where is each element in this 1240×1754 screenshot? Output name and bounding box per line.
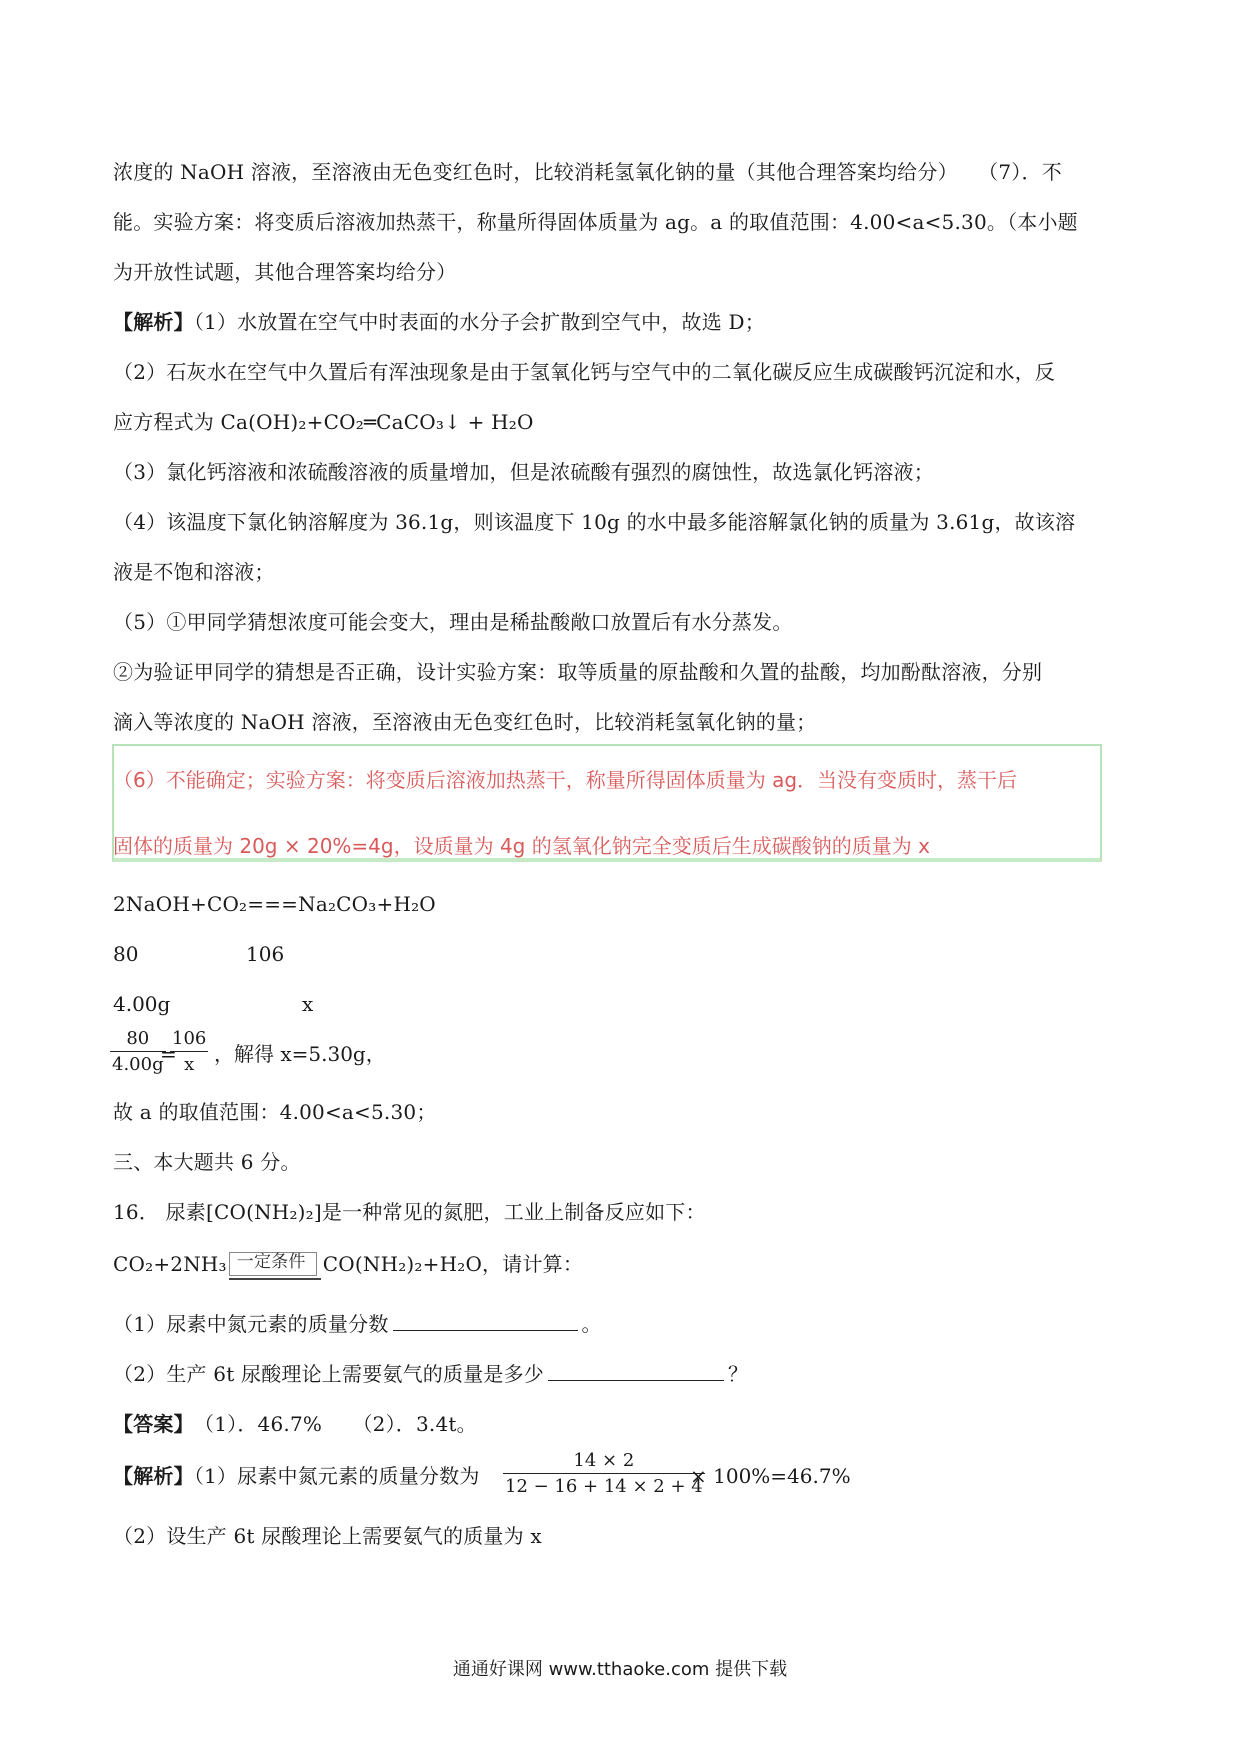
- analysis-5-line-1: （5）①甲同学猜想浓度可能会变大，理由是稀盐酸敞口放置后有水分蒸发。: [113, 610, 793, 634]
- paragraph-1-line-1: 浓度的 NaOH 溶液，至溶液由无色变红色时，比较消耗氢氧化钠的量（其他合理答案均给分） （7）．不: [113, 160, 1062, 184]
- part-2-end: ？: [728, 1362, 749, 1386]
- analysis-1-text: （1）水放置在空气中时表面的水分子会扩散到空气中，故选 D；: [193, 310, 765, 334]
- range-text: 故 a 的取值范围：4.00<a<5.30；: [113, 1100, 437, 1124]
- analysis-4-line-2: 液是不饱和溶液；: [113, 560, 275, 584]
- page-footer: 通通好课网 www.tthaoke.com 提供下载: [452, 1659, 788, 1680]
- red-annotation-line-1: （6）不能确定；实验方案：将变质后溶液加热蒸干，称量所得固体质量为 ag．当没有变质时，蒸干后: [113, 768, 1018, 792]
- analysis-2-line-2: 应方程式为 Ca(OH)₂+CO₂═CaCO₃↓ + H₂O: [113, 410, 534, 434]
- fraction-1-denominator: 4.00g: [112, 1054, 164, 1075]
- part-2-answer-blank[interactable]: [548, 1360, 724, 1381]
- fraction-3: [503, 1450, 705, 1498]
- answer-label: 【答案】: [113, 1412, 184, 1436]
- equals-line: [229, 1278, 321, 1280]
- fraction-3-after: × 100%=46.7%: [690, 1464, 851, 1488]
- analysis-5-line-3: 滴入等浓度的 NaOH 溶液，至溶液由无色变红色时，比较消耗氢氧化钠的量；: [113, 710, 817, 734]
- fraction-2-bar: [170, 1051, 208, 1052]
- part-1-text: （1）尿素中氮元素的质量分数: [113, 1312, 389, 1336]
- question-16-part-1: [113, 1310, 602, 1338]
- fraction-2: [170, 1028, 208, 1076]
- answer-text: （1）．46.7% （2）．3.4t。: [204, 1412, 477, 1436]
- fraction-2-numerator: 106: [172, 1028, 207, 1049]
- fraction-2-denominator: x: [184, 1054, 195, 1075]
- analysis-q16-line: [113, 1462, 480, 1490]
- analysis-5-line-2: ②为验证甲同学的猜想是否正确，设计实验方案：取等质量的原盐酸和久置的盐酸，均加酚酞溶液，分别: [113, 660, 1043, 684]
- analysis-3: （3）氯化钙溶液和浓硫酸溶液的质量增加，但是浓硫酸有强烈的腐蚀性，故选氯化钙溶液；: [113, 460, 934, 484]
- question-16-reaction: [113, 1250, 583, 1280]
- condition-text: 一定条件: [236, 1251, 306, 1272]
- paragraph-1-line-3: 为开放性试题，其他合理答案均给分）: [113, 260, 457, 284]
- part-1-end: 。: [581, 1312, 602, 1336]
- section-3-heading: 三、本大题共 6 分。: [113, 1150, 301, 1174]
- analysis-2-line-1: （2）石灰水在空气中久置后有浑浊现象是由于氢氧化钙与空气中的二氧化碳反应生成碳酸钙沉淀和水，反: [113, 360, 1056, 384]
- part-1-answer-blank[interactable]: [393, 1310, 578, 1331]
- fraction-1-bar: [110, 1051, 166, 1052]
- fraction-3-numerator: 14 × 2: [573, 1450, 635, 1471]
- analysis-q16-part-2: （2）设生产 6t 尿酸理论上需要氨气的质量为 x: [113, 1524, 542, 1548]
- fraction-equals: =: [160, 1042, 177, 1066]
- paragraph-1-line-2: 能。实验方案：将变质后溶液加热蒸干，称量所得固体质量为 ag。a 的取值范围：4.00<a<5.30。（本小题: [113, 210, 1078, 234]
- analysis-4-line-1: （4）该温度下氯化钠溶解度为 36.1g，则该温度下 10g 的水中最多能溶解氯化钠的质量为 3.61g，故该溶: [113, 510, 1076, 534]
- part-2-text: （2）生产 6t 尿酸理论上需要氨气的质量是多少: [113, 1362, 545, 1386]
- reaction-left: CO₂+2NH₃: [113, 1252, 227, 1276]
- analysis-q16-label: 【解析】: [113, 1464, 194, 1488]
- fraction-1: [110, 1028, 166, 1076]
- fraction-3-denominator: 12 − 16 + 14 × 2 + 4: [505, 1476, 703, 1497]
- chemical-equation: 2NaOH+CO₂===Na₂CO₃+H₂O: [113, 892, 436, 916]
- analysis-label: 【解析】: [113, 310, 194, 334]
- fraction-3-bar: [503, 1473, 705, 1474]
- question-16-part-2: [113, 1360, 748, 1388]
- given-right: x: [302, 992, 314, 1016]
- analysis-q16-text: （1）尿素中氮元素的质量分数为: [193, 1464, 480, 1488]
- solve-text: ，解得 x=5.30g，: [214, 1042, 386, 1066]
- analysis-1: [113, 308, 765, 336]
- reaction-right: CO(NH₂)₂+H₂O，请计算：: [322, 1252, 584, 1276]
- given-left: 4.00g: [113, 992, 171, 1016]
- fraction-1-numerator: 80: [126, 1028, 150, 1049]
- mass-left: 80: [113, 942, 139, 966]
- answer-line: [113, 1410, 477, 1438]
- mass-right: 106: [246, 942, 285, 966]
- question-16-intro: 16． 尿素[CO(NH₂)₂]是一种常见的氮肥，工业上制备反应如下：: [113, 1200, 706, 1224]
- reaction-condition-arrow: [229, 1252, 321, 1280]
- red-annotation-line-2: 固体的质量为 20g × 20%=4g，设质量为 4g 的氢氧化钠完全变质后生成碳酸钠的质量为 x: [113, 834, 930, 858]
